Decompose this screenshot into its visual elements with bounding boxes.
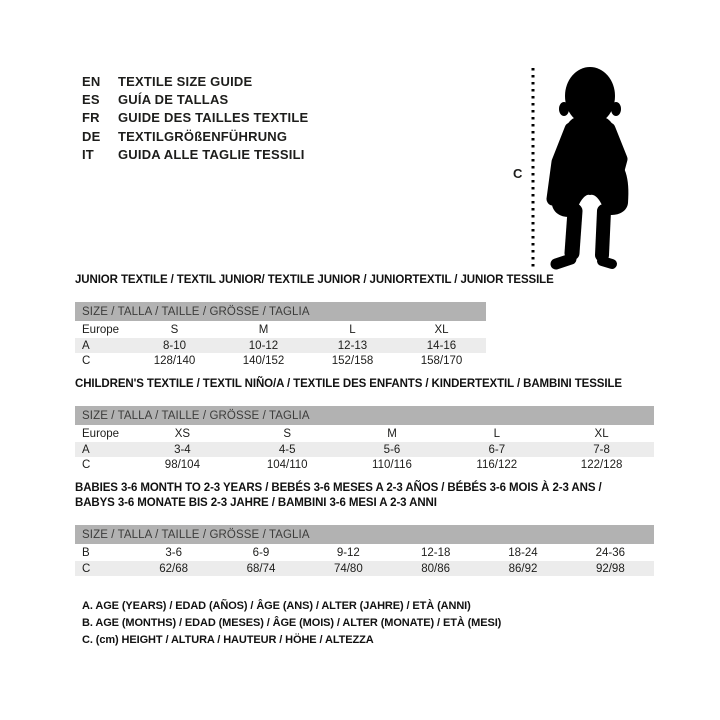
language-title-list	[82, 72, 308, 164]
age-cell: 10-12	[248, 339, 279, 352]
language-code: IT	[82, 147, 94, 163]
legend-footnotes	[82, 598, 501, 648]
months-cell: 24-36	[595, 546, 626, 559]
age-cell: 5-6	[383, 443, 401, 456]
language-code: ES	[82, 92, 100, 108]
language-code: FR	[82, 110, 100, 126]
months-cell: 18-24	[508, 546, 538, 559]
age-cell: 4-5	[278, 443, 296, 456]
age-cell: 14-16	[426, 339, 457, 352]
language-code: DE	[82, 128, 101, 144]
row-label: C	[82, 354, 91, 367]
row-label: C	[82, 562, 91, 575]
table-row-europe	[75, 321, 486, 338]
size-cell: XL	[434, 323, 449, 336]
section-heading-line2: BABYS 3-6 MONATE BIS 2-3 JAHRE / BAMBINI 3-6 MESI A 2-3 ANNI	[75, 497, 437, 509]
footnote-age-years: A. AGE (YEARS) / EDAD (AÑOS) / ÂGE (ANS) / ALTER (JAHRE) / ETÀ (ANNI)	[82, 600, 471, 612]
height-cell: 62/68	[159, 562, 189, 575]
table-row-age	[75, 338, 486, 353]
age-cell: 12-13	[337, 339, 368, 352]
row-label: B	[82, 546, 90, 559]
row-label: A	[82, 339, 90, 352]
height-cell: 110/116	[372, 458, 412, 471]
height-dimension-label: C	[513, 166, 523, 181]
height-cell: 122/128	[580, 458, 623, 471]
months-cell: 12-18	[420, 546, 451, 559]
size-cell: XS	[174, 427, 191, 440]
height-cell: 128/140	[153, 354, 196, 367]
language-row-es	[82, 90, 308, 108]
height-cell: 68/74	[246, 562, 276, 575]
size-cell: S	[170, 323, 179, 336]
footnote-age-months: B. AGE (MONTHS) / EDAD (MESES) / ÂGE (MOIS) / ALTER (MONATE) / ETÀ (MESI)	[82, 616, 502, 629]
size-cell: M	[387, 427, 397, 440]
language-title: TEXTILGRÖßENFÜHRUNG	[118, 128, 288, 144]
toddler-silhouette-icon	[500, 60, 650, 275]
language-title: GUIDA ALLE TAGLIE TESSILI	[118, 147, 305, 163]
table-row-months	[75, 544, 654, 561]
table-row-height	[75, 561, 654, 576]
size-cell: XL	[594, 427, 609, 440]
height-cell: 140/152	[242, 354, 285, 367]
height-cell: 104/110	[266, 458, 308, 471]
size-header-bar: SIZE / TALLA / TAILLE / GRÖSSE / TAGLIA	[75, 406, 654, 425]
section-junior-textile	[75, 274, 554, 368]
size-cell: L	[349, 323, 356, 336]
age-cell: 6-7	[488, 443, 506, 456]
height-cell: 158/170	[420, 354, 463, 367]
row-label: C	[82, 458, 91, 471]
months-cell: 3-6	[165, 546, 182, 559]
section-heading	[75, 481, 654, 511]
language-title: TEXTILE SIZE GUIDE	[118, 73, 253, 89]
size-cell: L	[493, 427, 500, 440]
height-cell: 152/158	[331, 354, 374, 367]
height-cell: 116/122	[476, 458, 518, 471]
language-title: GUIDE DES TAILLES TEXTILE	[118, 110, 309, 126]
language-row-it	[82, 146, 308, 164]
language-code: EN	[82, 73, 101, 89]
table-row-height	[75, 353, 486, 368]
size-header-bar: SIZE / TALLA / TAILLE / GRÖSSE / TAGLIA	[75, 525, 654, 544]
height-cell: 74/80	[333, 562, 363, 575]
age-cell: 7-8	[593, 443, 610, 456]
height-cell: 98/104	[164, 458, 200, 471]
row-label: A	[82, 443, 90, 456]
table-row-europe	[75, 425, 654, 442]
size-cell: S	[283, 427, 292, 440]
section-heading: JUNIOR TEXTILE / TEXTIL JUNIOR/ TEXTILE JUNIOR / JUNIORTEXTIL / JUNIOR TESSILE	[75, 274, 554, 286]
section-children-textile	[75, 378, 654, 472]
section-babies-textile	[75, 481, 654, 576]
toddler-height-figure	[500, 60, 650, 275]
section-heading-line1: BABIES 3-6 MONTH TO 2-3 YEARS / BEBÉS 3-6 MESES A 2-3 AÑOS / BÉBÉS 3-6 MOIS À 2-3 ANS /	[75, 482, 602, 494]
children-size-table	[75, 406, 654, 472]
months-cell: 6-9	[252, 546, 270, 559]
age-cell: 3-4	[174, 443, 191, 456]
junior-size-table	[75, 302, 486, 368]
footnote-height-cm: C. (cm) HEIGHT / ALTURA / HAUTEUR / HÖHE / ALTEZZA	[82, 633, 374, 646]
height-cell: 92/98	[595, 562, 625, 575]
language-row-en	[82, 72, 308, 90]
height-cell: 80/86	[421, 562, 451, 575]
size-cell: M	[258, 323, 269, 336]
language-row-de	[82, 127, 308, 145]
row-label: Europe	[82, 323, 120, 336]
language-title: GUÍA DE TALLAS	[118, 92, 229, 108]
row-label: Europe	[82, 427, 120, 440]
height-cell: 86/92	[508, 562, 538, 575]
size-header-bar: SIZE / TALLA / TAILLE / GRÖSSE / TAGLIA	[75, 302, 486, 321]
language-row-fr	[82, 109, 308, 127]
age-cell: 8-10	[162, 339, 187, 352]
table-row-height	[75, 457, 654, 472]
section-heading: CHILDREN'S TEXTILE / TEXTIL NIÑO/A / TEXTILE DES ENFANTS / KINDERTEXTIL / BAMBINI TESSILE	[75, 378, 622, 390]
table-row-age	[75, 442, 654, 457]
babies-size-table	[75, 525, 654, 576]
months-cell: 9-12	[336, 546, 360, 559]
